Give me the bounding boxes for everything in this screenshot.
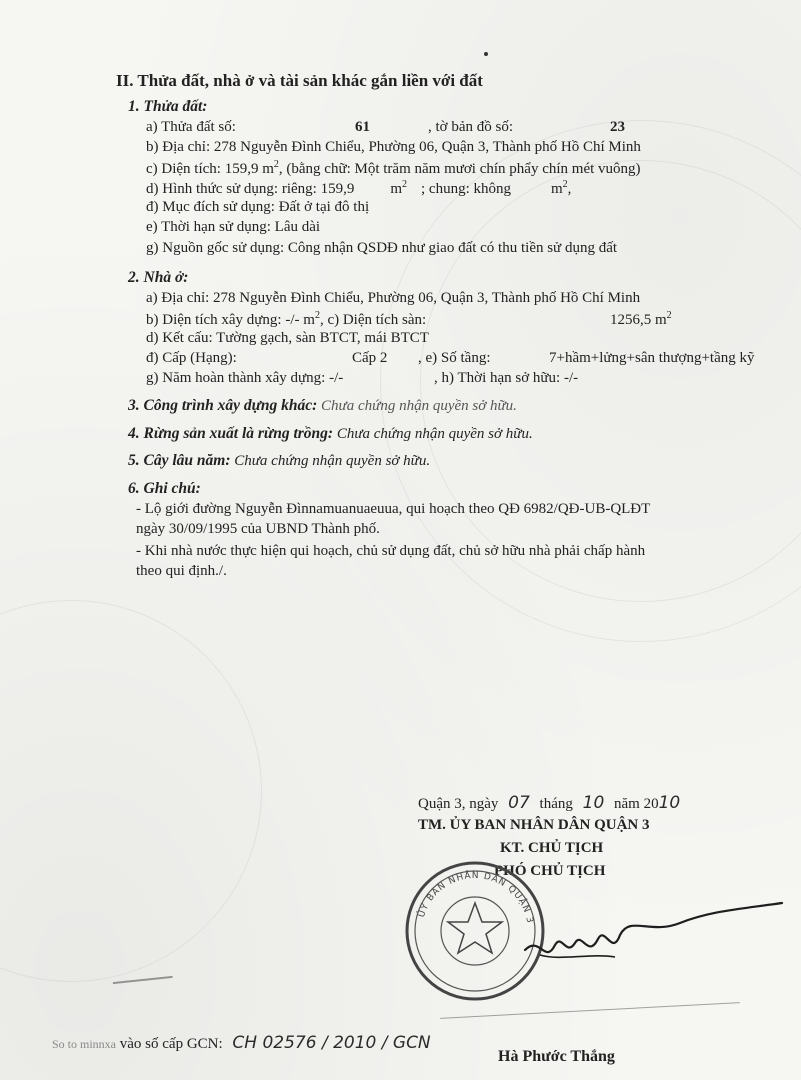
scan-speck xyxy=(484,52,488,56)
date-day: 07 xyxy=(508,793,530,813)
signoff-org: TM. ỦY BAN NHÂN DÂN QUẬN 3 xyxy=(418,817,650,833)
register-label: vào số cấp GCN: xyxy=(119,1036,223,1052)
house-floors-label: , e) Số tầng: xyxy=(418,350,491,366)
note-line-4: theo qui định./. xyxy=(136,563,227,579)
house-build-area xyxy=(146,310,426,329)
other-works-heading: 3. Công trình xây dựng khác: xyxy=(128,397,318,414)
date-month: 10 xyxy=(582,793,605,813)
land-term: e) Thời hạn sử dụng: Lâu dài xyxy=(146,219,321,235)
usage-sup-2: 2 xyxy=(562,179,568,190)
house-completion: g) Năm hoàn thành xây dựng: -/- xyxy=(146,370,344,386)
other-works-text: Chưa chứng nhận quyền sở hữu. xyxy=(321,398,517,414)
floor-area-value: 1256,5 m xyxy=(610,312,667,328)
land-address: b) Địa chỉ: 278 Nguyễn Đình Chiểu, Phường 06, Quận 3, Thành phố Hồ Chí Minh xyxy=(146,139,641,155)
perennial-heading: 5. Cây lâu năm: xyxy=(128,452,231,469)
house-ownership-term: , h) Thời hạn sở hữu: -/- xyxy=(434,370,579,386)
forest-heading: 4. Rừng sản xuất là rừng trồng: xyxy=(128,425,334,442)
signoff-role-1: KT. CHỦ TỊCH xyxy=(500,840,604,856)
house-structure: d) Kết cấu: Tường gạch, sàn BTCT, mái BTCT xyxy=(146,330,429,346)
signature-icon xyxy=(520,895,790,985)
map-number: 23 xyxy=(610,119,625,135)
signoff-date xyxy=(418,793,680,813)
note-line-2: ngày 30/09/1995 của UBND Thành phố. xyxy=(136,521,380,537)
note-line-1: - Lộ giới đường Nguyễn Đìnnamuanuaeuua, qui hoạch theo QĐ 6982/QĐ-UB-QLĐT xyxy=(136,501,651,517)
area-unit-sup: 2 xyxy=(273,159,279,170)
signer-name: Hà Phước Thắng xyxy=(498,1048,615,1065)
usage-private: d) Hình thức sử dụng: riêng: 159,9 xyxy=(146,181,355,197)
signoff-role-2: PHÓ CHỦ TỊCH xyxy=(494,863,606,879)
usage-unit-1: m xyxy=(390,181,402,197)
register-line xyxy=(52,1033,431,1053)
watermark-arc xyxy=(0,600,262,982)
floor-area-sup: 2 xyxy=(666,310,672,321)
section-title: II. Thửa đất, nhà ở và tài sản khác gắn liền với đất xyxy=(116,71,483,90)
land-area-words: , (bằng chữ: Một trăm năm mươi chín phẩy chín mét vuông) xyxy=(278,161,641,177)
house-floors: 7+hầm+lửng+sân thượng+tầng kỹ xyxy=(549,350,755,366)
build-area-value: b) Diện tích xây dựng: -/- m xyxy=(146,312,315,328)
build-area-sup: 2 xyxy=(314,310,320,321)
floor-area xyxy=(610,310,672,329)
land-origin: g) Nguồn gốc sử dụng: Công nhận QSDĐ như giao đất có thu tiền sử dụng đất xyxy=(146,240,618,256)
other-works xyxy=(128,397,517,415)
svg-text:ỦY BAN NHÂN DÂN QUẬN 3: ỦY BAN NHÂN DÂN QUẬN 3 xyxy=(416,870,535,925)
notes-heading: 6. Ghi chú: xyxy=(128,480,201,497)
perennial xyxy=(128,452,430,470)
date-year-label: năm 20 xyxy=(614,796,659,812)
parcel-number: 61 xyxy=(355,119,370,135)
land-heading: 1. Thửa đất: xyxy=(128,98,208,115)
land-area xyxy=(146,159,641,178)
usage-form xyxy=(146,179,571,198)
house-grade: Cấp 2 xyxy=(352,350,388,366)
usage-end: , xyxy=(567,181,572,197)
house-grade-label: đ) Cấp (Hạng): xyxy=(146,350,237,366)
date-year: 10 xyxy=(658,793,681,813)
register-number: CH 02576 / 2010 / GCN xyxy=(232,1033,431,1053)
map-label: , tờ bản đồ số: xyxy=(428,119,514,135)
land-area-value: c) Diện tích: 159,9 m xyxy=(146,161,274,177)
date-prefix: Quận 3, ngày xyxy=(418,796,499,812)
floor-area-label: , c) Diện tích sàn: xyxy=(319,312,427,328)
forest xyxy=(128,425,533,443)
house-heading: 2. Nhà ở: xyxy=(128,269,189,286)
house-address: a) Địa chỉ: 278 Nguyễn Đình Chiểu, Phường 06, Quận 3, Thành phố Hồ Chí Minh xyxy=(146,290,641,306)
forest-text: Chưa chứng nhận quyền sở hữu. xyxy=(336,426,533,442)
date-month-label: tháng xyxy=(539,796,573,812)
underline-stroke xyxy=(440,1002,740,1019)
note-line-3: - Khi nhà nước thực hiện qui hoạch, chủ sử dụng đất, chủ sở hữu nhà phải chấp hành xyxy=(136,543,646,559)
land-purpose: đ) Mục đích sử dụng: Đất ở tại đô thị xyxy=(146,199,370,215)
usage-unit-2: m xyxy=(551,181,563,197)
parcel-label: a) Thửa đất số: xyxy=(146,119,236,135)
perennial-text: Chưa chứng nhận quyền sở hữu. xyxy=(234,453,431,469)
register-faint-prefix: So to minnxa xyxy=(52,1037,117,1051)
usage-shared: ; chung: không xyxy=(421,181,511,197)
usage-sup-1: 2 xyxy=(402,179,407,190)
